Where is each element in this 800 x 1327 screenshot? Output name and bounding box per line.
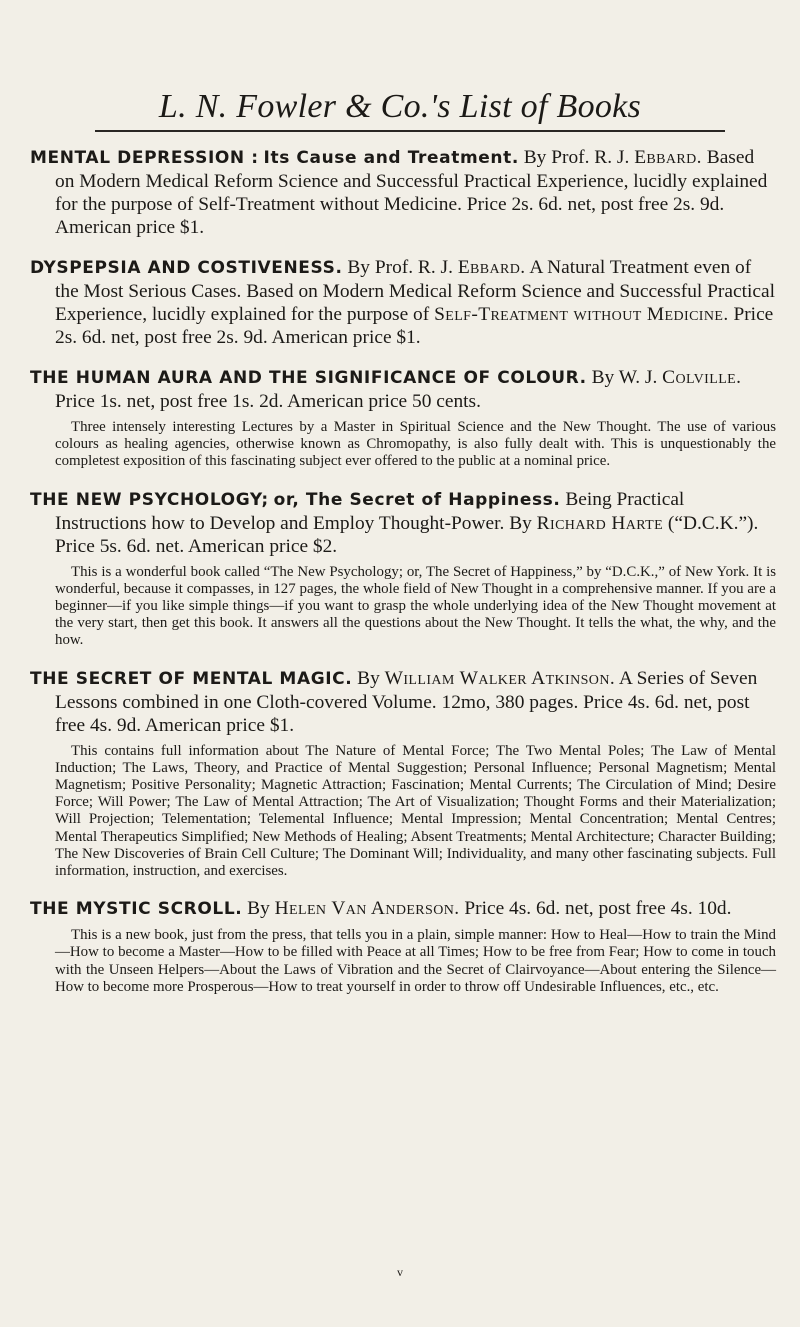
book-description: This is a new book, just from the press, that tells you in a plain, simple manner: How to Heal—How to train the Mind—How to become a Master—How to be filled with Peace at all Times; How to be free from Fear; How to come in touch with the Unseen Helpers—About the Laws of Vibration and the Secret of Clairvoyance—About entering the Silence—How to become more Prosperous—How to treat yourself in order to throw off Undesirable Influences, etc., etc.	[55, 927, 776, 995]
page-number: v	[397, 1265, 403, 1279]
book-entry-main	[30, 256, 776, 349]
page-header: L. N. Fowler & Co.'s List of Books	[158, 88, 642, 125]
book-description: This contains full information about The Nature of Mental Force; The Two Mental Poles; The Law of Mental Induction; The Laws, Theory, and Practice of Mental Suggestion; Personal Influence; Personal Magnetism; Mental Magnetism; Positive Personality; Magnetic Attraction; Fascination; Mental Currents; The Circulation of Mind; Desire Force; Will Power; The Law of Mental Attraction; The Art of Visualization; Thought Forms and their Materialization; Will Projection; Telementation; Telemental Influence; Mental Impression; Mental Concentration; Mental Centres; Mental Therapeutics Simplified; New Methods of Healing; Absent Treatments; Mental Architecture; Character Building; The New Discoveries of Brain Cell Culture; The Dominant Will; Individuality, and many other fascinating subjects. Full information, instruction, and exercises.	[55, 742, 776, 880]
book-entry-main	[30, 897, 776, 921]
book-details: A Natural Treatment even of the Most Serious Cases. Based on Modern Medical Reform Science and Successful Practical Experience, lucidly explained for the purpose of	[55, 257, 775, 325]
book-entry	[30, 488, 776, 650]
book-entry	[30, 667, 776, 881]
book-author: William Walker Atkinson.	[384, 667, 616, 689]
book-author: Helen Van Anderson.	[274, 898, 460, 920]
header-rule	[95, 130, 725, 132]
book-author: Ebbard.	[634, 147, 702, 168]
book-entry-main	[30, 366, 776, 413]
book-byline: Being Practical Instructions how to Develop and Employ Thought-Power. By	[55, 488, 685, 534]
book-byline: By Prof. R. J.	[518, 147, 635, 168]
book-byline: By	[242, 898, 275, 920]
book-entry	[30, 366, 776, 471]
book-details: Price 4s. 6d. net, post free 4s. 10d.	[459, 898, 732, 920]
book-title: THE HUMAN AURA AND THE SIGNIFICANCE OF COLOUR.	[30, 368, 587, 388]
book-author: Richard Harte	[536, 512, 664, 534]
book-details: A Series of Seven Lessons combined in one Cloth-covered Volume. 12mo, 380 pages. Price 4s. 6d. net, post free 4s. 9d. American price $1.	[55, 667, 758, 736]
book-author: Ebbard.	[457, 257, 526, 278]
book-subtitle: Its Cause and Treatment.	[263, 148, 519, 168]
book-price: Price 2s. 6d. net, post free 2s. 9d. American price $1.	[55, 304, 774, 348]
book-entry-main	[30, 667, 776, 737]
book-title: THE SECRET OF MENTAL MAGIC.	[30, 668, 353, 689]
book-emphasis: Self-Treatment without Medicine.	[434, 304, 729, 325]
book-entry	[30, 256, 776, 349]
book-title: THE NEW PSYCHOLOGY;	[30, 489, 269, 510]
book-title: DYSPEPSIA AND COSTIVENESS.	[30, 258, 343, 278]
book-title: THE MYSTIC SCROLL.	[30, 899, 243, 920]
book-details: Price 1s. net, post free 1s. 2d. American price 50 cents.	[55, 391, 481, 412]
book-entry	[30, 897, 776, 996]
book-entry	[30, 146, 776, 239]
book-byline: By	[352, 667, 385, 689]
book-entry-main	[30, 146, 776, 239]
book-list	[30, 146, 776, 1013]
book-description: Three intensely interesting Lectures by a Master in Spiritual Science and the New Thought. The use of various colours as healing agencies, otherwise known as Chromopathy, is also fully dealt with. This is unquestionably the completest exposition of this fascinating subject ever offered to the public at a nominal price.	[55, 419, 776, 470]
book-subtitle: or, The Secret of Happiness.	[273, 489, 561, 510]
book-description: This is a wonderful book called “The New Psychology; or, The Secret of Happiness,” by “D.C.K.,” of New York. It is wonderful, because it compasses, in 127 pages, the whole field of New Thought in a comprehensive manner. If you are a beginner—if you like simple things—if you want to grasp the whole underlying idea of the New Thought movement at the very start, then get this book. It answers all the questions about the New Thought. It tells the what, the why, and the how.	[55, 563, 776, 649]
book-byline: By Prof. R. J.	[342, 257, 458, 278]
book-byline: By W. J.	[586, 367, 663, 388]
book-title: MENTAL DEPRESSION :	[30, 148, 259, 168]
book-author: Colville.	[662, 367, 742, 388]
book-entry-main	[30, 488, 776, 558]
book-details: (“D.C.K.”). Price 5s. 6d. net. American price $2.	[55, 512, 759, 557]
book-details: Based on Modern Medical Reform Science and Successful Practical Experience, lucidly explained for the purpose of Self-Treatment without Medicine. Price 2s. 6d. net, post free 2s. 9d. American price $1.	[55, 147, 768, 238]
